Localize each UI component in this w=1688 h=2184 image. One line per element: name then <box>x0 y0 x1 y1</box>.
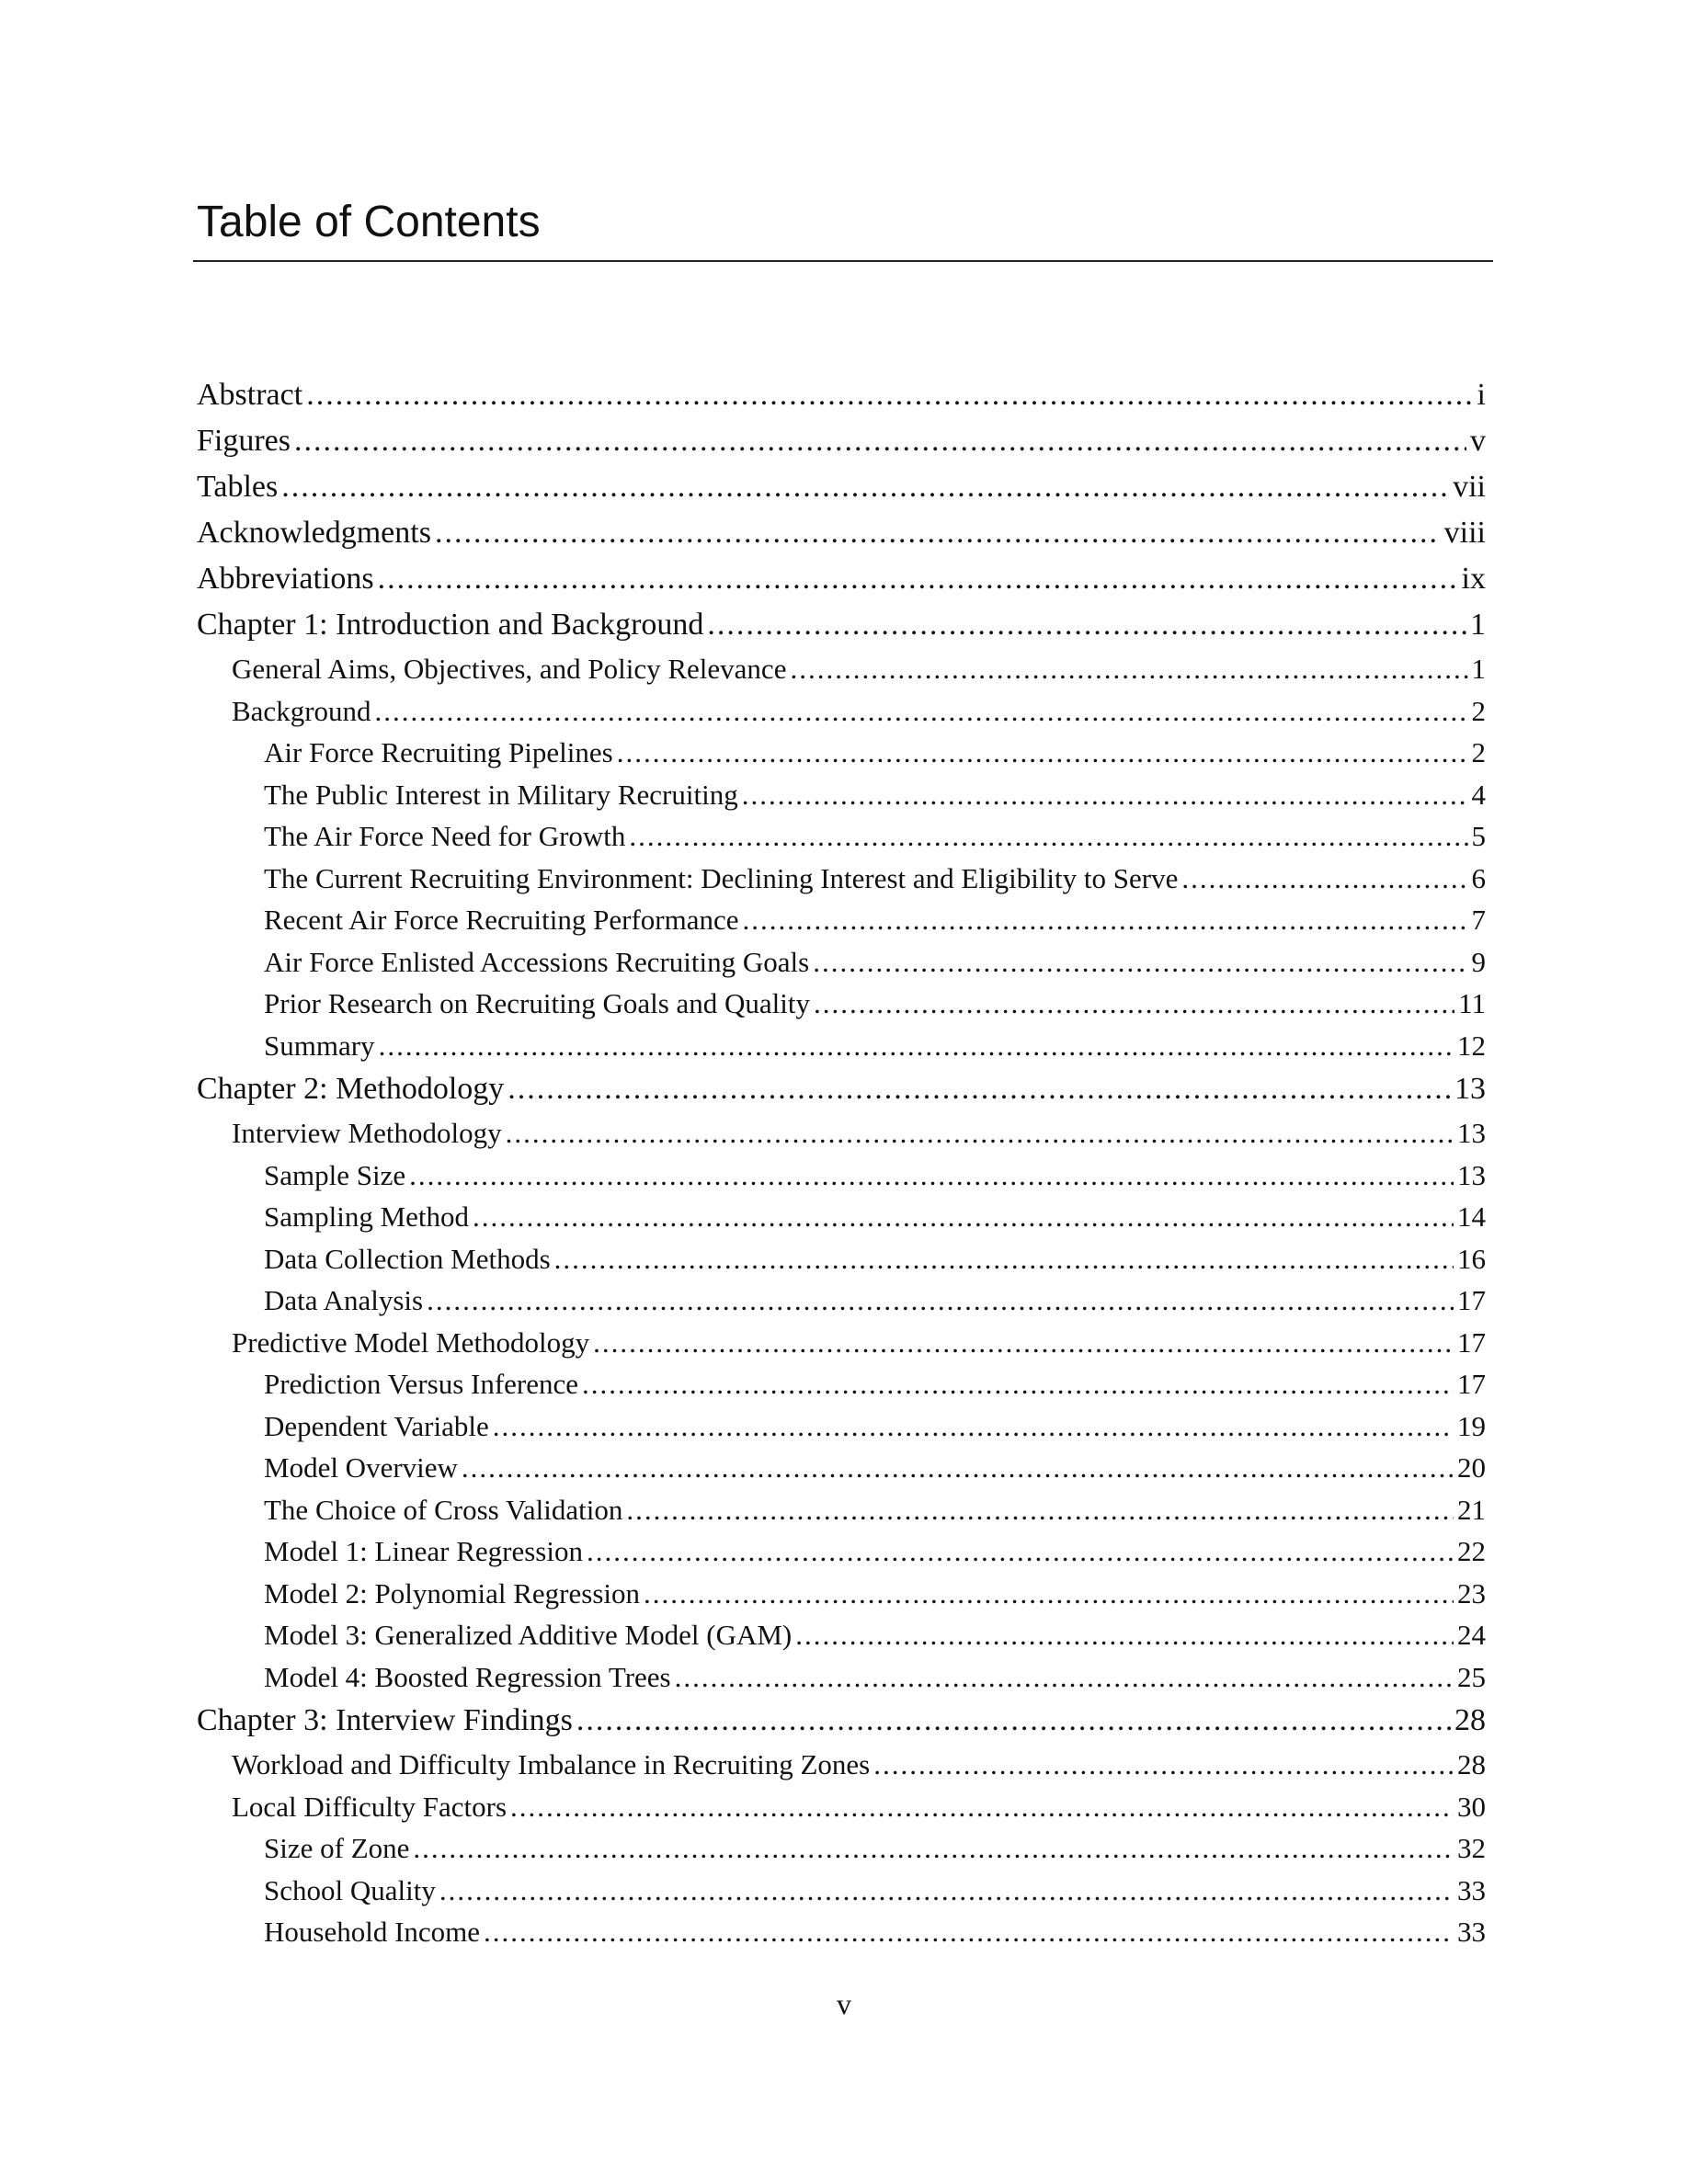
toc-entry-page-number: 25 <box>1457 1660 1486 1693</box>
toc-entry-page-number: 4 <box>1471 778 1486 811</box>
toc-entry-subsection[interactable] <box>197 858 1486 900</box>
toc-entry-page-number: i <box>1477 378 1486 412</box>
toc-entry-page-number: 28 <box>1454 1703 1486 1737</box>
toc-entry-chapter[interactable] <box>197 1066 1486 1112</box>
toc-entry-page-number: ix <box>1461 562 1486 596</box>
dot-leader <box>554 1238 1454 1280</box>
toc-entry-section[interactable] <box>197 1744 1486 1786</box>
toc-entry-page-number: 5 <box>1471 820 1486 852</box>
toc-entry-label: Figures <box>197 424 291 458</box>
toc-entry-page-number: 17 <box>1457 1325 1486 1359</box>
toc-entry-subsection[interactable] <box>197 1614 1486 1656</box>
toc-entry-subsection[interactable] <box>197 941 1486 984</box>
toc-entry-subsection[interactable] <box>197 1573 1486 1615</box>
table-of-contents <box>197 372 1486 1953</box>
toc-entry-chapter[interactable] <box>197 556 1486 602</box>
dot-leader <box>582 1363 1454 1405</box>
toc-entry-label: Recent Air Force Recruiting Performance <box>264 904 739 936</box>
toc-entry-subsection[interactable] <box>197 1447 1486 1489</box>
toc-entry-page-number: 33 <box>1457 1873 1486 1906</box>
dot-leader <box>281 464 1449 510</box>
toc-entry-subsection[interactable] <box>197 1025 1486 1067</box>
toc-entry-page-number: 16 <box>1457 1242 1486 1275</box>
dot-leader <box>814 983 1454 1025</box>
toc-entry-page-number: 9 <box>1471 945 1486 978</box>
toc-entry-page-number: 23 <box>1457 1576 1486 1610</box>
dot-leader <box>742 899 1467 941</box>
toc-entry-label: Abbreviations <box>197 562 374 596</box>
page-number: v <box>837 1987 851 2020</box>
toc-entry-page-number: 30 <box>1457 1790 1486 1823</box>
toc-entry-subsection[interactable] <box>197 815 1486 858</box>
toc-entry-page-number: 1 <box>1471 653 1486 685</box>
toc-entry-label: Model 3: Generalized Additive Model (GAM) <box>264 1619 793 1651</box>
toc-entry-page-number: 21 <box>1457 1493 1486 1526</box>
dot-leader <box>427 1280 1454 1322</box>
toc-entry-label: The Air Force Need for Growth <box>264 820 626 852</box>
toc-entry-page-number: 20 <box>1457 1451 1486 1484</box>
toc-entry-label: Size of Zone <box>264 1832 410 1864</box>
toc-entry-section[interactable] <box>197 1786 1486 1828</box>
dot-leader <box>742 774 1468 816</box>
dot-leader <box>409 1155 1454 1197</box>
toc-entry-label: Dependent Variable <box>264 1409 489 1442</box>
toc-entry-page-number: 17 <box>1457 1284 1486 1316</box>
dot-leader <box>379 1025 1454 1067</box>
toc-entry-subsection[interactable] <box>197 1363 1486 1405</box>
toc-entry-page-number: 11 <box>1458 987 1486 1019</box>
toc-entry-label: Model Overview <box>264 1451 458 1484</box>
toc-entry-label: Data Collection Methods <box>264 1242 551 1275</box>
toc-entry-label: Tables <box>197 470 279 504</box>
toc-entry-chapter[interactable] <box>197 464 1486 510</box>
toc-entry-subsection[interactable] <box>197 732 1486 774</box>
toc-entry-label: Chapter 2: Methodology <box>197 1072 505 1106</box>
toc-entry-label: The Choice of Cross Validation <box>264 1493 623 1526</box>
toc-entry-label: Summary <box>264 1029 375 1062</box>
page-title: Table of Contents <box>197 198 541 246</box>
toc-entry-label: School Quality <box>264 1873 436 1906</box>
toc-entry-label: Household Income <box>264 1916 481 1948</box>
dot-leader <box>493 1405 1454 1448</box>
dot-leader <box>306 372 1473 418</box>
toc-entry-subsection[interactable] <box>197 1155 1486 1197</box>
dot-leader <box>587 1530 1454 1573</box>
dot-leader <box>435 510 1441 556</box>
toc-entry-label: Chapter 1: Introduction and Background <box>197 608 704 642</box>
toc-entry-page-number: 12 <box>1457 1029 1486 1062</box>
toc-entry-chapter[interactable] <box>197 510 1486 556</box>
toc-entry-subsection[interactable] <box>197 1489 1486 1531</box>
toc-entry-subsection[interactable] <box>197 1530 1486 1573</box>
dot-leader <box>629 815 1467 858</box>
toc-entry-page-number: 17 <box>1457 1368 1486 1400</box>
toc-entry-subsection[interactable] <box>197 1238 1486 1280</box>
toc-entry-label: Interview Methodology <box>232 1117 502 1149</box>
toc-entry-page-number: 32 <box>1457 1832 1486 1864</box>
toc-entry-label: Background <box>232 694 371 727</box>
toc-entry-subsection[interactable] <box>197 899 1486 941</box>
toc-entry-label: Sample Size <box>264 1158 406 1191</box>
toc-entry-page-number: 33 <box>1457 1916 1486 1948</box>
toc-entry-label: Prior Research on Recruiting Goals and Quality <box>264 987 811 1019</box>
dot-leader <box>375 690 1468 733</box>
toc-entry-subsection[interactable] <box>197 983 1486 1025</box>
toc-entry-label: The Current Recruiting Environment: Declining Interest and Eligibility to Serve <box>264 861 1179 894</box>
dot-leader <box>790 648 1467 690</box>
toc-entry-label: Chapter 3: Interview Findings <box>197 1703 573 1737</box>
toc-entry-page-number: 13 <box>1454 1072 1486 1106</box>
toc-entry-label: Local Difficulty Factors <box>232 1790 508 1823</box>
toc-entry-subsection[interactable] <box>197 1656 1486 1699</box>
toc-entry-label: Prediction Versus Inference <box>264 1368 579 1400</box>
toc-entry-chapter[interactable] <box>197 418 1486 464</box>
toc-entry-page-number: vii <box>1453 470 1486 504</box>
toc-entry-page-number: 2 <box>1471 694 1486 727</box>
toc-entry-subsection[interactable] <box>197 1870 1486 1912</box>
dot-leader <box>510 1786 1454 1828</box>
dot-leader <box>1181 858 1467 900</box>
toc-entry-subsection[interactable] <box>197 1405 1486 1448</box>
toc-entry-section[interactable] <box>197 690 1486 733</box>
toc-entry-subsection[interactable] <box>197 1280 1486 1322</box>
toc-entry-label: Model 1: Linear Regression <box>264 1535 583 1567</box>
dot-leader <box>873 1744 1454 1786</box>
dot-leader <box>484 1911 1454 1953</box>
toc-entry-label: Model 4: Boosted Regression Trees <box>264 1660 671 1693</box>
dot-leader <box>813 941 1467 984</box>
dot-leader <box>626 1489 1454 1531</box>
toc-entry-chapter[interactable] <box>197 602 1486 648</box>
toc-entry-page-number: viii <box>1443 516 1486 550</box>
toc-entry-page-number: 13 <box>1457 1158 1486 1191</box>
dot-leader <box>413 1827 1454 1870</box>
toc-entry-label: The Public Interest in Military Recruiting <box>264 778 738 811</box>
toc-entry-label: Model 2: Polynomial Regression <box>264 1576 641 1610</box>
toc-entry-section[interactable] <box>197 1112 1486 1155</box>
toc-entry-page-number: 24 <box>1457 1619 1486 1651</box>
dot-leader <box>644 1573 1454 1615</box>
toc-entry-label: Abstract <box>197 378 303 412</box>
toc-entry-label: Acknowledgments <box>197 516 431 550</box>
toc-entry-subsection[interactable] <box>197 774 1486 816</box>
toc-entry-page-number: 2 <box>1471 736 1486 768</box>
toc-entry-page-number: 13 <box>1457 1117 1486 1149</box>
toc-entry-section[interactable] <box>197 1322 1486 1364</box>
toc-entry-page-number: v <box>1470 424 1486 458</box>
toc-entry-label: Air Force Recruiting Pipelines <box>264 736 613 768</box>
dot-leader <box>707 602 1466 648</box>
dot-leader <box>439 1870 1454 1912</box>
toc-entry-label: Data Analysis <box>264 1284 424 1316</box>
toc-entry-page-number: 1 <box>1470 608 1486 642</box>
dot-leader <box>675 1656 1454 1699</box>
title-divider <box>193 260 1493 262</box>
dot-leader <box>593 1322 1454 1364</box>
dot-leader <box>576 1698 1451 1744</box>
toc-entry-subsection[interactable] <box>197 1196 1486 1238</box>
toc-entry-label: Predictive Model Methodology <box>232 1325 590 1359</box>
toc-entry-label: Sampling Method <box>264 1200 470 1233</box>
toc-entry-subsection[interactable] <box>197 1911 1486 1953</box>
dot-leader <box>378 556 1458 602</box>
dot-leader <box>473 1196 1454 1238</box>
toc-entry-section[interactable] <box>197 648 1486 690</box>
toc-entry-label: Air Force Enlisted Accessions Recruiting Goals <box>264 945 810 978</box>
toc-entry-page-number: 6 <box>1471 861 1486 894</box>
toc-entry-chapter[interactable] <box>197 1698 1486 1744</box>
dot-leader <box>294 418 1466 464</box>
toc-entry-label: General Aims, Objectives, and Policy Relevance <box>232 653 787 685</box>
toc-entry-page-number: 19 <box>1457 1409 1486 1442</box>
dot-leader <box>508 1066 1451 1112</box>
dot-leader <box>506 1112 1454 1155</box>
toc-entry-page-number: 14 <box>1457 1200 1486 1233</box>
toc-entry-page-number: 7 <box>1471 904 1486 936</box>
dot-leader <box>795 1614 1454 1656</box>
toc-entry-subsection[interactable] <box>197 1827 1486 1870</box>
toc-entry-page-number: 22 <box>1457 1535 1486 1567</box>
dot-leader <box>462 1447 1454 1489</box>
toc-entry-chapter[interactable] <box>197 372 1486 418</box>
toc-entry-page-number: 28 <box>1457 1748 1486 1780</box>
toc-entry-label: Workload and Difficulty Imbalance in Recruiting Zones <box>232 1748 871 1780</box>
dot-leader <box>617 732 1468 774</box>
